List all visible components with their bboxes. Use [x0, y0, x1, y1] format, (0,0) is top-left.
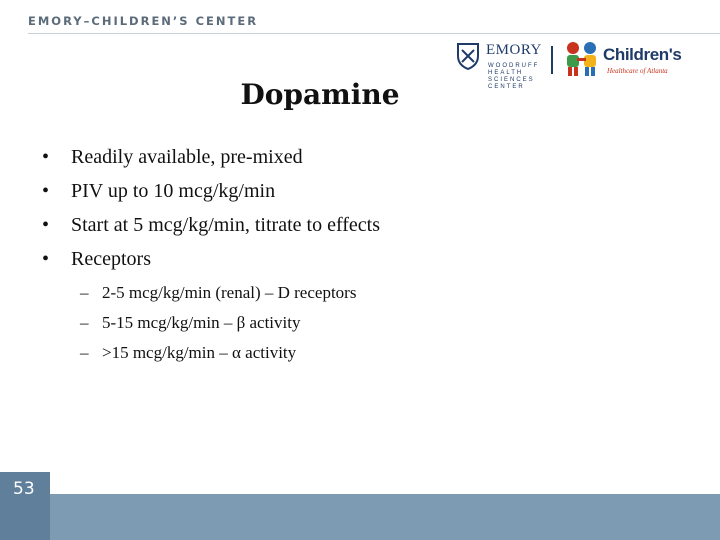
sub-bullet-marker: – — [80, 343, 89, 362]
sub-bullet-list — [80, 278, 356, 368]
bullet-text: Receptors — [71, 248, 151, 270]
sub-bullet-item — [80, 338, 356, 368]
bullet-text: Start at 5 mcg/kg/min, titrate to effects — [71, 214, 380, 236]
bullet-marker: • — [42, 214, 50, 236]
sub-bullet-item — [80, 278, 356, 308]
bullet-item — [42, 244, 380, 278]
bullet-item — [42, 176, 380, 210]
childrens-logo-word: Children's — [603, 45, 682, 64]
logo-divider — [551, 46, 553, 74]
header-divider — [28, 33, 720, 34]
childrens-figures-icon — [562, 40, 602, 78]
bullet-marker: • — [42, 248, 50, 270]
bullet-item — [42, 210, 380, 244]
slide-number: 53 — [13, 479, 35, 499]
sub-bullet-text: 5-15 mcg/kg/min – β activity — [102, 313, 301, 332]
bullet-item — [42, 142, 380, 176]
header-center-name: EMORY–CHILDREN’S CENTER — [28, 14, 259, 28]
childrens-logo — [562, 40, 692, 86]
sub-bullet-marker: – — [80, 283, 89, 302]
bullet-marker: • — [42, 180, 50, 202]
childrens-logo-subtitle: Healthcare of Atlanta — [607, 67, 668, 75]
slide-title: Dopamine — [240, 78, 400, 111]
bullet-text: PIV up to 10 mcg/kg/min — [71, 180, 276, 202]
sub-bullet-text: >15 mcg/kg/min – α activity — [102, 343, 297, 362]
emory-shield-icon — [456, 42, 480, 70]
emory-logo-word: EMORY — [486, 42, 542, 58]
footer-bar — [50, 494, 720, 540]
emory-logo-subtitle: WOODRUFF HEALTH SCIENCES CENTER — [488, 63, 540, 90]
bullet-text: Readily available, pre-mixed — [71, 146, 303, 168]
emory-logo — [456, 42, 542, 94]
sub-bullet-item — [80, 308, 356, 338]
bullet-list — [42, 142, 380, 278]
bullet-marker: • — [42, 146, 50, 168]
sub-bullet-marker: – — [80, 313, 89, 332]
sub-bullet-text: 2-5 mcg/kg/min (renal) – D receptors — [102, 283, 357, 302]
slide-number-box — [0, 472, 50, 540]
